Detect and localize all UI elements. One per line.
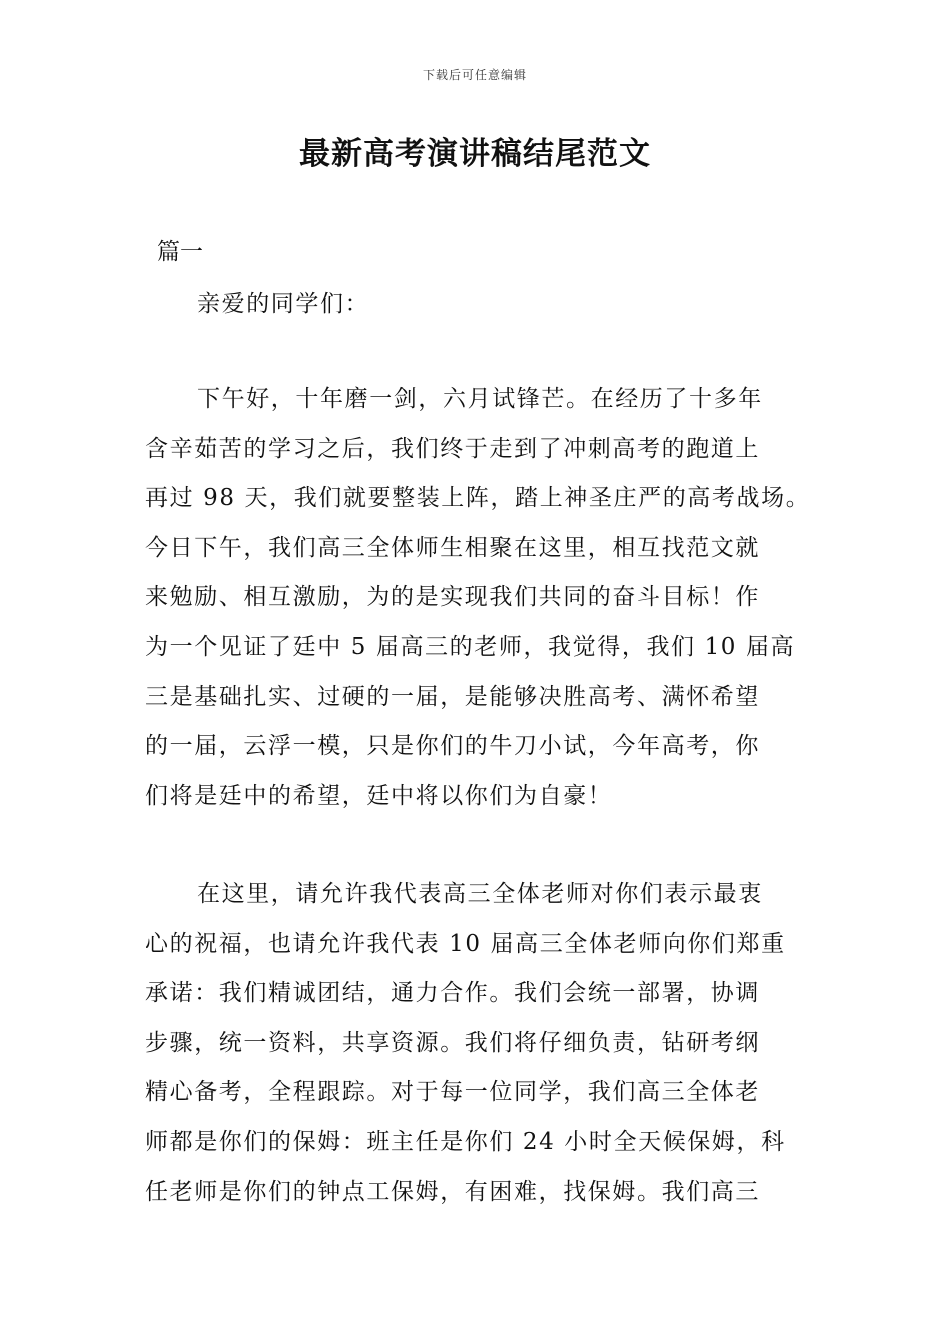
paragraph-line: 师都是你们的保姆：班主任是你们 24 小时全天候保姆，科 [145,1128,786,1155]
paragraph-line: 在这里，请允许我代表高三全体老师对你们表示最衷 [197,881,763,907]
paragraph-line: 的一届，云浮一模，只是你们的牛刀小试，今年高考，你 [145,733,760,760]
download-note: 下载后可任意编辑 [422,68,527,82]
paragraph-line: 含辛茹苦的学习之后，我们终于走到了冲刺高考的跑道上 [145,435,760,462]
salutation [145,280,825,330]
paragraph-line: 下午好，十年磨一剑，六月试锋芒。在经历了十多年 [197,386,763,412]
paragraph-1 [145,375,825,821]
paragraph-line: 精心备考，全程跟踪。对于每一位同学，我们高三全体老 [145,1079,760,1106]
page-title: 最新高考演讲稿结尾范文 [299,136,651,172]
paragraph-2 [145,870,825,1217]
paragraph-line: 三是基础扎实、过硬的一届，是能够决胜高考、满怀希望 [145,683,760,710]
paragraph-line: 心的祝福，也请允许我代表 10 届高三全体老师向你们郑重 [145,930,786,957]
salutation-line: 亲爱的同学们： [197,291,370,317]
paragraph-line: 为一个见证了廷中 5 届高三的老师，我觉得，我们 10 届高 [145,633,796,660]
section-label: 篇一 [157,239,203,265]
paragraph-line: 今日下午，我们高三全体师生相聚在这里，相互找范文就 [145,534,760,561]
paragraph-line: 们将是廷中的希望，廷中将以你们为自豪！ [145,782,613,809]
paragraph-line: 任老师是你们的钟点工保姆，有困难，找保姆。我们高三 [145,1178,760,1205]
paragraph-line: 来勉励、相互激励，为的是实现我们共同的奋斗目标！作 [145,584,760,611]
paragraph-line: 再过 98 天，我们就要整装上阵，踏上神圣庄严的高考战场。 [145,485,811,512]
paragraph-line: 承诺：我们精诚团结，通力合作。我们会统一部署，协调 [145,980,760,1007]
paragraph-line: 步骤，统一资料，共享资源。我们将仔细负责，钻研考纲 [145,1029,760,1056]
